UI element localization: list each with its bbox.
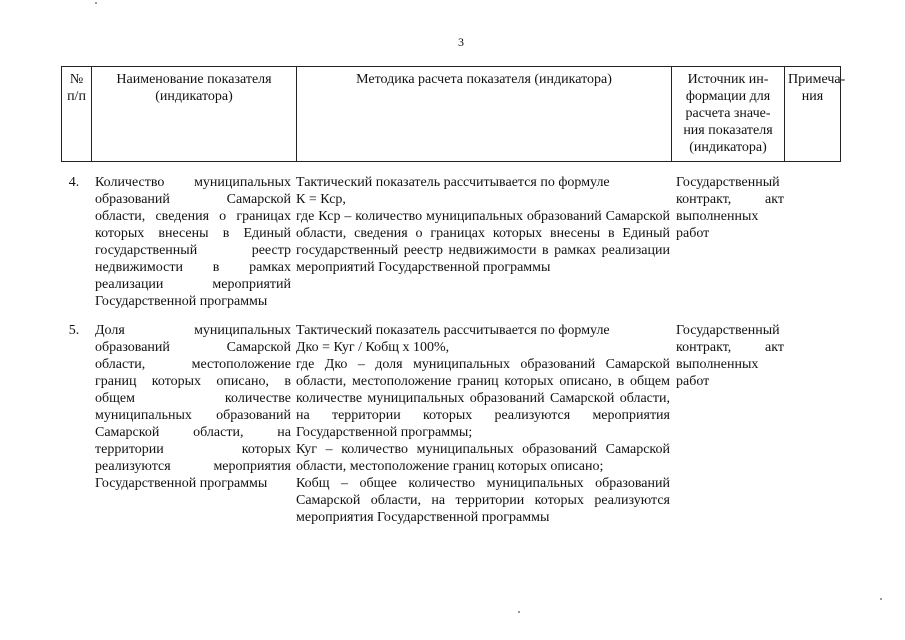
scan-speck	[518, 611, 520, 613]
method-formula: К = Кср,	[296, 192, 346, 207]
method-line: где Дко – доля муниципальных образований Самарской области, местоположение границ которых описано, в общем количестве муниципальных образований Самарской области, на территории которых реализуются мероприятия Государственной программы;	[296, 357, 670, 440]
indicator-method	[296, 322, 670, 526]
indicator-source: Государственный контракт, акт выполненных работ	[676, 323, 784, 389]
indicator-name: Количество муниципальных образований Самарской области, сведения о границах которых внесены в Единый государственный реестр недвижимости в рамках реализации мероприятий Государственной программы	[95, 175, 291, 309]
indicator-method	[296, 174, 670, 276]
method-line: Куг – количество муниципальных образований Самарской области, местоположение границ которых описано;	[296, 442, 670, 474]
row-number: 4.	[68, 175, 80, 190]
indicator-table-header	[61, 66, 846, 162]
scan-speck	[880, 598, 882, 600]
header-note: Примеча-ния	[785, 67, 841, 162]
method-line: Тактический показатель рассчитывается по формуле	[296, 323, 610, 338]
method-line: где Кср – количество муниципальных образований Самарской области, сведения о границах которых внесены в Единый государственный реестр недвижимости в рамках реализации мероприятий Государственной программы	[296, 209, 670, 275]
row-number: 5.	[68, 323, 80, 338]
header-num: № п/п	[62, 67, 92, 162]
scan-speck	[95, 2, 97, 4]
indicator-source: Государственный контракт, акт выполненных работ	[676, 175, 784, 241]
page-number: 3	[458, 35, 464, 49]
header-source: Источник ин-формации для расчета значе-ния показателя (индикатора)	[672, 67, 785, 162]
indicator-name: Доля муниципальных образований Самарской области, местоположение границ которых описано, в общем количестве муниципальных образований Самарской области, на территории которых реализуются мероприятия Государственной программы	[95, 323, 291, 491]
method-line: Тактический показатель рассчитывается по формуле	[296, 175, 610, 190]
method-line: Кобщ – общее количество муниципальных образований Самарской области, на территории которых реализуются мероприятия Государственной программы	[296, 476, 670, 525]
header-name: Наименование показателя (индикатора)	[92, 67, 297, 162]
header-method: Методика расчета показателя (индикатора)	[297, 67, 672, 162]
method-formula: Дко = Куг / Кобщ х 100%,	[296, 340, 450, 355]
